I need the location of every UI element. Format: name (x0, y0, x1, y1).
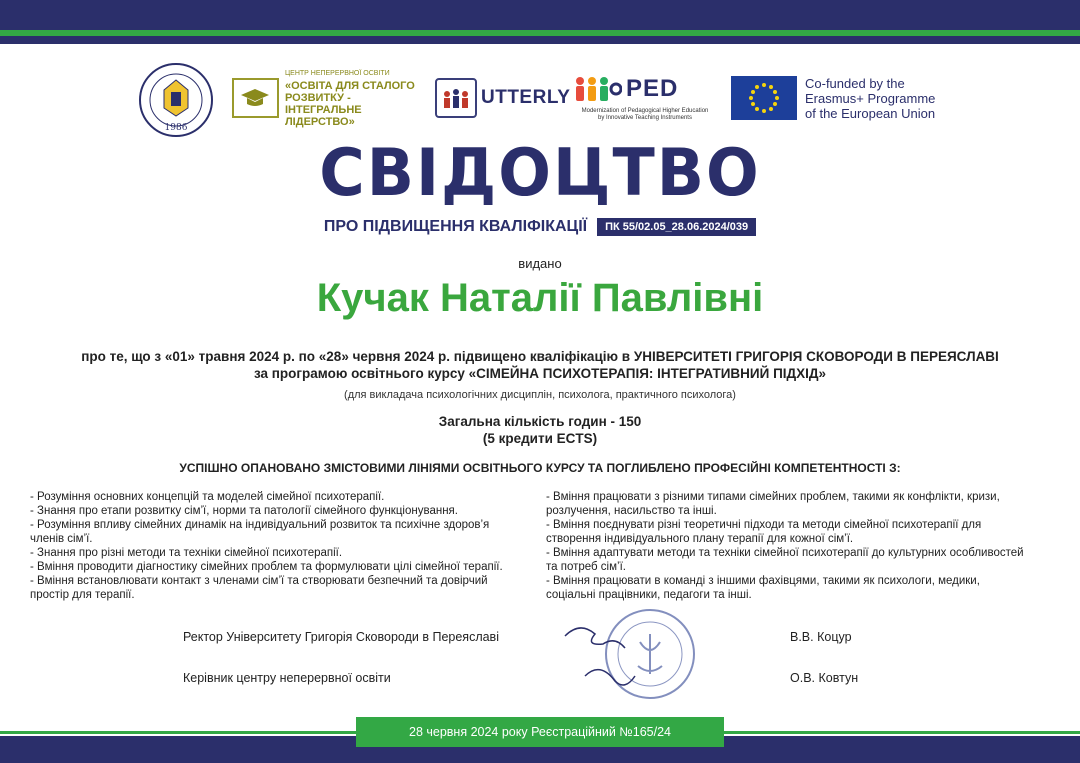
rector-title: Ректор Університету Григорія Сковороди в Переяславі (183, 630, 499, 644)
center-head-title: Керівник центру неперервної освіти (183, 671, 391, 685)
erasmus-line: of the European Union (805, 105, 936, 121)
competence-item: - Розуміння впливу сімейних динамік на індивідуальний розвиток та психічне здоров’я (30, 519, 490, 531)
competence-item: розлучення, насильство та інші. (546, 505, 717, 517)
competence-item: - Вміння працювати в команді з іншими фахівцями, такими як психологи, медики, (546, 575, 980, 587)
graduation-cap-icon (232, 78, 279, 118)
official-stamp (555, 606, 705, 706)
competence-item: - Вміння працювати з різними типами сімейних проблем, такими як конфлікти, кризи, (546, 491, 1000, 503)
competences-right-column (546, 490, 1056, 602)
hours-block (0, 413, 1080, 447)
competence-item: членів сім’ї. (30, 533, 93, 545)
subtitle-row (0, 218, 1080, 236)
university-year: 1986 (164, 123, 188, 133)
competence-item: соціальні працівники, педагоги та інші. (546, 589, 752, 601)
competence-item: - Вміння адаптувати методи та техніки сімейної психотерапії до культурних особливостей (546, 547, 1024, 559)
center-head-name: О.В. Ковтун (790, 671, 859, 685)
certificate-title: СВІДОЦТВО (319, 134, 761, 211)
ects-credits: (5 кредити ECTS) (482, 431, 598, 446)
utterly-wordmark: UTTERLY (481, 87, 571, 108)
competence-item: створення індивідуального плану терапії для кожної сім’ї. (546, 533, 854, 545)
eu-flag-icon (731, 76, 797, 120)
statement-line-2: за програмою освітнього курсу «СІМЕЙНА ПСИХОТЕРАПІЯ: ІНТЕГРАТИВНИЙ ПІДХІД» (253, 366, 827, 381)
total-hours: Загальна кількість годин - 150 (438, 414, 642, 429)
competences-left-column (30, 490, 540, 602)
utterly-logo (435, 76, 571, 120)
oped-subtitle: by Innovative Teaching Instruments (598, 115, 692, 121)
issued-label: видано (518, 256, 562, 271)
erasmus-logo (731, 75, 946, 121)
top-band (0, 0, 1080, 30)
oped-logo (574, 74, 716, 126)
continuing-education-logo (232, 70, 427, 128)
university-seal-logo (138, 62, 214, 138)
erasmus-line: Co-funded by the (805, 75, 905, 91)
continuing-edu-line: ЛІДЕРСТВО» (284, 116, 355, 128)
registration-code-badge: ПК 55/02.05_28.06.2024/039 (597, 218, 756, 236)
competence-item: - Вміння поєднувати різні теоретичні підходи та методи сімейної психотерапії для (546, 519, 982, 531)
statement-line-1: про те, що з «01» травня 2024 р. по «28» червня 2024 р. підвищено кваліфікацію в УНІВЕРСИТЕТІ ГРИГОРІЯ СКОВОРОДИ В ПЕРЕЯСЛАВІ (81, 349, 999, 364)
competences-heading: УСПІШНО ОПАНОВАНО ЗМІСТОВИМИ ЛІНІЯМИ ОСВІТНЬОГО КУРСУ ТА ПОГЛИБЛЕНО ПРОФЕСІЙНІ КОМПЕТЕНТНОСТІ З: (179, 461, 901, 475)
competence-item: - Знання про етапи розвитку сім’ї, норми та патології сімейного функціонування. (30, 505, 458, 517)
rector-name: В.В. Коцур (790, 630, 852, 644)
competence-item: - Вміння встановлювати контакт з членами сім’ї та створювати безпечний та довірчий (30, 575, 488, 587)
competence-item: - Знання про різні методи та техніки сімейної психотерапії. (30, 547, 343, 559)
competence-item: простір для терапії. (30, 589, 135, 601)
qualification-statement (0, 348, 1080, 382)
continuing-edu-line: «ОСВІТА ДЛЯ СТАЛОГО (284, 80, 415, 92)
registration-footer: 28 червня 2024 року Реєстраційний №165/24 (356, 717, 724, 747)
competence-item: - Розуміння основних концепцій та моделей сімейної психотерапії. (30, 491, 385, 503)
continuing-edu-small: ЦЕНТР НЕПЕРЕРВНОЇ ОСВІТИ (284, 70, 390, 77)
people-board-icon (435, 78, 477, 118)
competence-item: - Вміння проводити діагностику сімейних проблем та формулювати цілі сімейної терапії. (30, 561, 503, 573)
recipient-name: Кучак Наталії Павлівні (316, 276, 764, 320)
oped-subtitle: Modernization of Pedagogical Higher Education (581, 108, 709, 114)
certificate-subtitle: ПРО ПІДВИЩЕННЯ КВАЛІФІКАЦІЇ (323, 218, 588, 235)
top-band-lower (0, 36, 1080, 44)
target-audience-note: (для викладача психологічних дисциплін, психолога, практичного психолога) (344, 389, 736, 401)
continuing-edu-line: РОЗВИТКУ - ІНТЕГРАЛЬНЕ (284, 92, 362, 116)
oped-wordmark: PED (626, 75, 679, 102)
people-icon (574, 75, 622, 103)
erasmus-line: Erasmus+ Programme (805, 90, 936, 106)
competence-item: та потреб сім’ї. (546, 561, 626, 573)
